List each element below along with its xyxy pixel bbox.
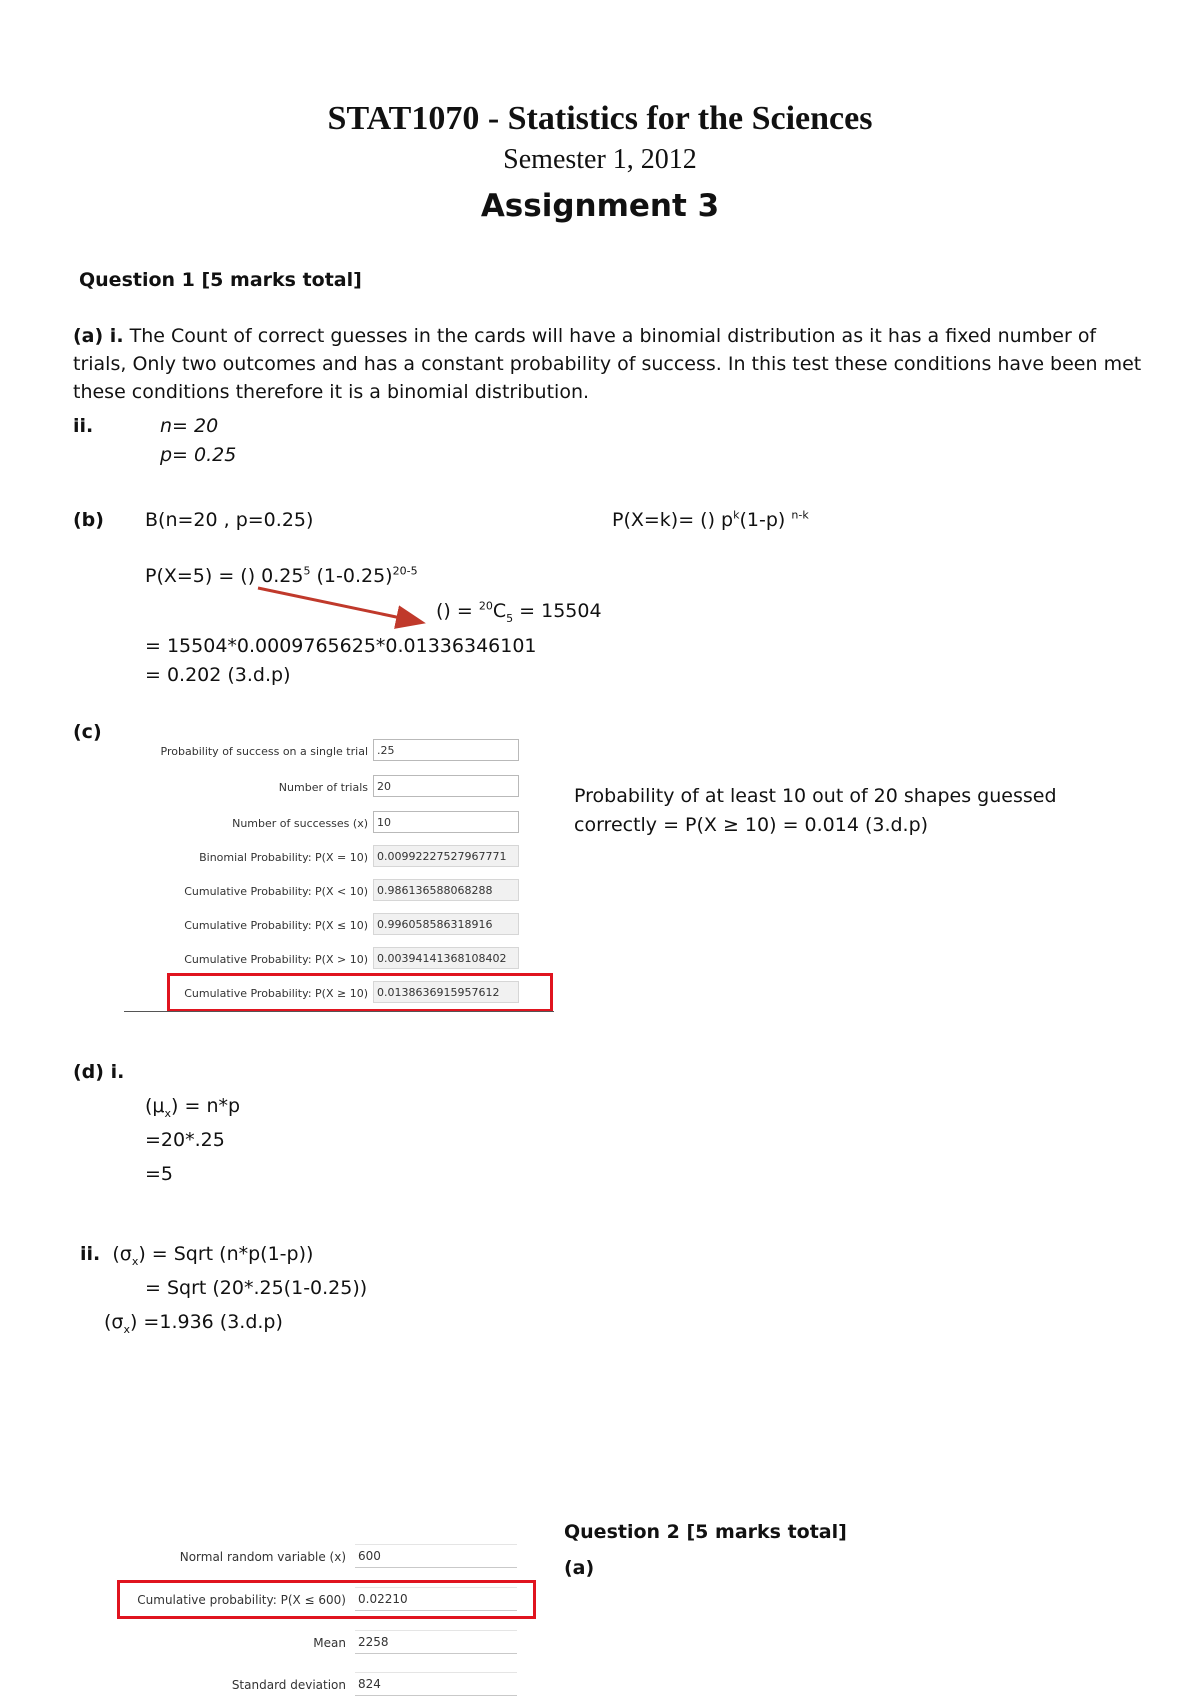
q2-a-label: (a) [564,1557,595,1579]
assignment-title: Assignment 3 [480,188,720,224]
normal-cum-output: 0.02210 [355,1587,517,1611]
mean-result: =5 [145,1163,174,1185]
trials-input[interactable]: 20 [373,775,519,797]
cum-prob-ge-output: 0.0138636915957612 [373,981,519,1003]
calc-label-cum-le: Cumulative Probability: P(X ≤ 10) [184,919,368,932]
highlight-box [167,973,553,1012]
sd-step1: = Sqrt (20*.25(1-0.25)) [145,1277,368,1299]
binomial-result: = 0.202 (3.d.p) [145,664,291,686]
calc2-label-x: Normal random variable (x) [179,1550,346,1564]
highlight-box-q2 [117,1580,536,1619]
binomial-model: B(n=20 , p=0.25) [145,509,314,531]
binomial-formula: P(X=k)= () $p^k(1-p)$ $^{n-k}$ [612,508,809,531]
binomial-step1: = 15504*0.0009765625*0.01336346101 [145,635,537,657]
q1-a-ii-label: ii. [73,415,94,437]
semester-label: Semester 1, 2012 [503,144,697,175]
q1-a-line3: these conditions therefore it is a binomial distribution. [73,381,590,403]
calc2-label-sd: Standard deviation [231,1678,346,1692]
sd-formula: ii. $(\sigma_x)$ = Sqrt (n*p(1-p)) [80,1243,314,1268]
q1-heading: Question 1 [5 marks total] [79,269,362,291]
binomial-calc: P(X=5) = () 0.25$^5$ $(1-0.25)^{20-5}$ [145,564,418,587]
q1-a-text1: The Count of correct guesses in the cards will have a binomial distribution as it has a fixed number of [129,325,1097,347]
q2-heading: Question 2 [5 marks total] [564,1521,847,1543]
calc-label-prob: Probability of success on a single trial [160,745,368,758]
combination-value: () = $^{20}C_5 = 15504$ [436,599,602,625]
q1-a-line2: trials, Only two outcomes and has a constant probability of success. In this test these conditions have been met [73,353,1142,375]
sd-result: $(\sigma_x) =1.936$ (3.d.p) [104,1311,283,1336]
c-answer-line1: Probability of at least 10 out of 20 shapes guessed [574,785,1057,807]
normal-mean-input[interactable]: 2258 [355,1630,517,1654]
cum-prob-le-output: 0.996058586318916 [373,913,519,935]
calc-label-binom: Binomial Probability: P(X = 10) [199,851,368,864]
q1-a-label: (a) i. [73,325,124,347]
c-answer-line2: correctly = P(X ≥ 10) = 0.014 (3.d.p) [574,814,929,836]
course-title: STAT1070 - Statistics for the Sciences [327,100,873,137]
q1-b-label: (b) [73,509,104,531]
n-value: n= 20 [160,415,219,437]
successes-input[interactable]: 10 [373,811,519,833]
calc-label-cum-gt: Cumulative Probability: P(X > 10) [184,953,368,966]
calc-label-trials: Number of trials [278,781,368,794]
arrow-icon [258,588,420,622]
normal-x-input[interactable]: 600 [355,1544,517,1568]
q1-d-label: (d) i. [73,1061,125,1083]
calc2-label-cum: Cumulative probability: P(X ≤ 600) [137,1593,346,1607]
q1-c-label: (c) [73,721,102,743]
calc2-label-mean: Mean [313,1636,346,1650]
binomial-prob-output: 0.00992227527967771 [373,845,519,867]
normal-sd-input[interactable]: 824 [355,1672,517,1696]
p-value: p= 0.25 [160,444,237,466]
calc-label-cum-lt: Cumulative Probability: P(X < 10) [184,885,368,898]
cum-prob-lt-output: 0.986136588068288 [373,879,519,901]
calculator-divider [124,1011,554,1012]
calc-label-successes: Number of successes (x) [232,817,368,830]
mean-formula: $(\mu_x) = n*p$ [145,1095,241,1120]
calc-label-cum-ge: Cumulative Probability: P(X ≥ 10) [184,987,368,1000]
cum-prob-gt-output: 0.00394141368108402 [373,947,519,969]
prob-success-input[interactable]: .25 [373,739,519,761]
mean-step1: =20*.25 [145,1129,225,1151]
